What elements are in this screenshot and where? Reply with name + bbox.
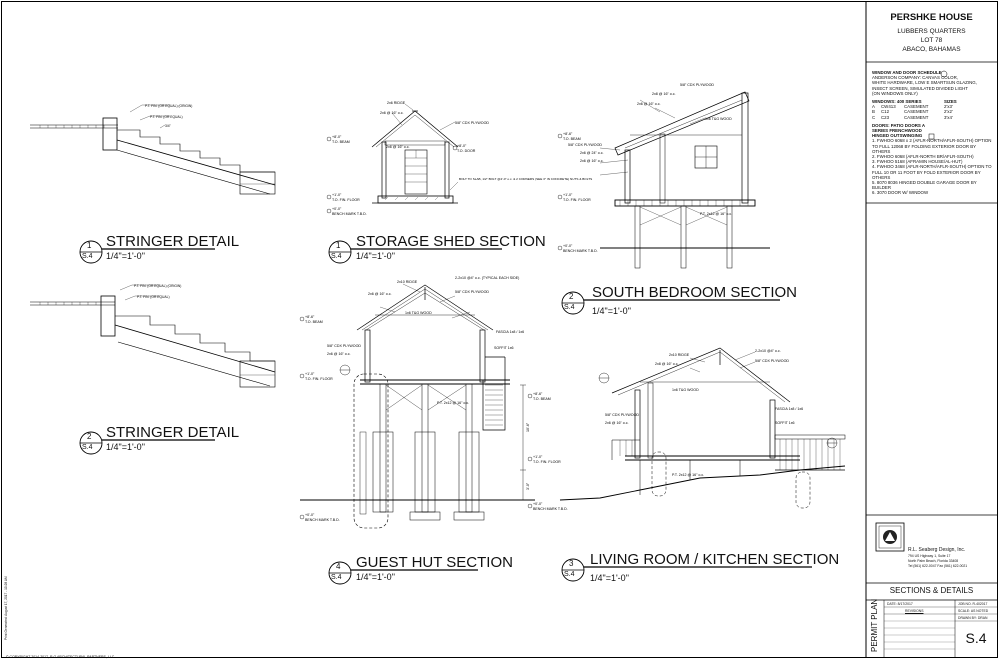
svg-text:BENCH MARK T.B.D.: BENCH MARK T.B.D. [305,518,340,522]
schedule-note-4: (ON WINDOWS ONLY) [872,90,918,96]
stringer-detail-2-drawing [30,285,275,387]
svg-text:5/8" CDX PLYWOOD: 5/8" CDX PLYWOOD [455,290,489,294]
schedule-note-3: INSECT SCREEN, SIMULATED DIVIDED LIGHT [872,85,968,91]
shed-ridge-label: 2x6 RIDGE [387,101,406,105]
svg-text:5/8" CDX PLYWOOD: 5/8" CDX PLYWOOD [568,143,602,147]
date-label: DATE: 8/17/2017 [887,602,913,606]
print-stamp: Print Generated: August 17, 2017 - 10:28 AM [4,576,8,640]
doors-heading: DOORS: PATIO DOORS A SERIES FRENCHWOOD HINGED OUTSWINGING [872,122,925,139]
svg-text:1x6 T&G WOOD: 1x6 T&G WOOD [705,117,732,121]
svg-text:T.O. BEAM: T.O. BEAM [305,320,323,324]
firm-address-1: 794 US Highway 1, Suite 17 [908,554,951,558]
svg-text:+1'-0": +1'-0" [305,372,315,376]
svg-text:+8'-6": +8'-6" [563,132,573,136]
shed-bolt-label: BOLT TO SLAB, 1/2" BOLT @4'-0" o.c. & 2 CORNERS (SEE 3" IN CONCRETE) NUTS & BOLTS [459,177,593,181]
door-item-2: 2. FWHOO 6068 (AFLR-NORTH BR/AFLR-SOUTH) [872,153,974,159]
sizes-heading: SIZES [944,99,957,105]
svg-text:+0'-0": +0'-0" [305,513,315,517]
svg-text:+8'-6": +8'-6" [305,315,315,319]
svg-text:+8'-0": +8'-0" [332,135,342,139]
svg-text:1x6 T&G WOOD: 1x6 T&G WOOD [405,311,432,315]
detail-stringer1-title: STRINGER DETAIL [106,233,240,250]
svg-text:T.O. BEAM: T.O. BEAM [563,137,581,141]
svg-text:T.O. DOOR: T.O. DOOR [457,149,476,153]
shed-wall-label: 2x6 @ 16" o.c. [386,145,410,149]
schedule-heading: WINDOW AND DOOR SCHEDULE [872,70,942,75]
detail-shed-number: 1 [336,241,341,250]
detail-stringer1-sheet: S.4 [82,253,93,260]
project-location-1: LUBBERS QUARTERS [897,28,966,35]
door-item-3: 3. FWHOO 5168 (AFRAMIN HOUSE/AL-HUT) [872,159,963,165]
firm-name: R.L. Seaberg Design, Inc. [908,547,966,553]
shed-rafter-label: 2x6 @ 16" o.c. [380,111,404,115]
svg-text:2x6 @ 16" o.c.: 2x6 @ 16" o.c. [327,352,351,356]
detail-living-number: 3 [569,559,574,568]
svg-text:+1'-0": +1'-0" [533,455,543,459]
job-number: JOB NO. R-402017 [958,602,988,606]
detail-stringer2-sheet: S.4 [82,444,93,451]
south-bedroom-notes [568,83,732,216]
door-item-1: 1. FWHOO 6068 x 2 (AFLR-NORTH/AFLR-SOUTH) OPTION TO FULL 12068 BY FOLDING EXTERIOR DOOR BY OTHERS [872,138,992,154]
svg-text:2x6 @ 16" o.c.: 2x6 @ 16" o.c. [637,102,661,106]
detail-stringer2-title: STRINGER DETAIL [106,424,240,441]
svg-text:1x6 T&G WOOD: 1x6 T&G WOOD [672,388,699,392]
guest-dim-2: 3'-0" [526,482,530,490]
detail-living-scale: 1/4"=1'-0" [590,573,629,583]
svg-text:+0'-0": +0'-0" [332,207,342,211]
svg-text:2-2x10 @4" o.c. (TYPICAL EACH: 2-2x10 @4" o.c. (TYPICAL EACH SIDE) [455,276,520,280]
svg-text:2x8 @ 16" o.c.: 2x8 @ 16" o.c. [652,92,676,96]
project-location-2: LOT 78 [920,37,943,44]
firm-address-2: North Palm Beach, Florida 33408 [908,559,959,563]
svg-text:BENCH MARK T.B.D.: BENCH MARK T.B.D. [332,212,367,216]
windows-heading: WINDOWS: 400 SERIES [872,99,922,105]
detail-living-sheet: S.4 [564,571,575,578]
svg-text:+0'-0": +0'-0" [563,244,573,248]
svg-text:T.O. FIN. FLOOR: T.O. FIN. FLOOR [533,460,561,464]
svg-text:T.O. FIN. FLOOR: T.O. FIN. FLOOR [563,198,591,202]
door-item-4: 4. FWHOO 3468 (AFLR-NORTH/AFLR-SOUTH) OPTION TO FULL 10 OR 11 FOOT BY FOLD EXTERIOR DOOR BY OTHERS [872,164,992,180]
scale-label: SCALE: AS NOTED [958,609,989,613]
svg-text:BENCH MARK T.B.D.: BENCH MARK T.B.D. [563,249,598,253]
window-row-b: B C12 CASEMENT 2'x2' [872,109,953,115]
project-location-3: ABACO, BAHAMAS [902,46,961,53]
stringer2-note-1: P.T. FIN. (OR EQUAL) (ORIGIN) [134,284,182,288]
detail-guest-sheet: S.4 [331,574,342,581]
detail-living-title: LIVING ROOM / KITCHEN SECTION [590,551,840,568]
window-row-a: A CW413 CASEMENT 2'x3' [872,104,953,110]
detail-shed-title: STORAGE SHED SECTION [356,233,546,250]
stringer2-note-2: P.T. FIN. (OR EQUAL) [137,295,170,299]
door-item-5: 5. 8070 8036 HINGED DOUBLE GARAGE DOOR BY BUILDER [872,180,977,191]
detail-shed-sheet: S.4 [331,253,342,260]
detail-guest-title: GUEST HUT SECTION [356,554,513,571]
storage-shed-drawing [372,104,458,203]
door-item-6: 6. 3070 DOOR W/ WINDOW [872,190,929,196]
svg-text:5/8" CDX PLYWOOD: 5/8" CDX PLYWOOD [605,413,639,417]
detail-stringer2-scale: 1/4"=1'-0" [106,442,145,452]
schedule-note-2: WHITE HARDWARE, LOW E SMARTSUN GLAZING, [872,80,977,86]
living-room-drawing [560,348,845,508]
project-title: PERSHKE HOUSE [890,12,973,23]
drawn-by-label: DRAWN BY: DRAN [958,616,988,620]
south-bedroom-drawing [600,92,770,268]
svg-text:SOFFIT 1x6: SOFFIT 1x6 [494,346,514,350]
living-levels [533,392,568,511]
svg-text:T.O. FIN. FLOOR: T.O. FIN. FLOOR [332,198,360,202]
svg-text:T.O. BEAM: T.O. BEAM [533,397,551,401]
svg-text:2x10 RIDGE: 2x10 RIDGE [669,353,690,357]
svg-text:2x8 @ 16" o.c.: 2x8 @ 16" o.c. [655,362,679,366]
copyright-note: © COPYRIGHT 2014-2017, R G ARCHITECTURAL PARTNERS, LLC [6,655,115,659]
detail-guest-scale: 1/4"=1'-0" [356,572,395,582]
svg-text:+1'-0": +1'-0" [563,193,573,197]
svg-text:BENCH MARK T.B.D.: BENCH MARK T.B.D. [533,507,568,511]
svg-text:SOFFIT 1x6: SOFFIT 1x6 [775,421,795,425]
firm-address-3: Tel (561) 622-0047 Fax (561) 622-0021 [908,564,968,568]
detail-stringer1-number: 1 [87,241,92,250]
detail-south-number: 2 [569,292,574,301]
svg-text:2x6 @ 16" o.c.: 2x6 @ 16" o.c. [368,292,392,296]
svg-text:5/8" CDX PLYWOOD: 5/8" CDX PLYWOOD [680,83,714,87]
guest-dim-1: 10'-6" [526,422,530,432]
detail-guest-number: 4 [336,562,341,571]
svg-text:2-2x10 @4" o.c.: 2-2x10 @4" o.c. [755,349,781,353]
detail-south-sheet: S.4 [564,304,575,311]
svg-text:P.T. 2x12 @ 16" o.c.: P.T. 2x12 @ 16" o.c. [700,212,733,216]
guest-hut-notes [327,276,524,405]
detail-shed-scale: 1/4"=1'-0" [356,251,395,261]
svg-text:P.T. 2x12 @ 16" o.c.: P.T. 2x12 @ 16" o.c. [672,473,705,477]
sheet-title: SECTIONS & DETAILS [889,586,974,595]
svg-text:2x6 @ 16" o.c.: 2x6 @ 16" o.c. [580,159,604,163]
guest-hut-drawing [300,284,535,528]
svg-text:+8'-6": +8'-6" [533,392,543,396]
detail-south-title: SOUTH BEDROOM SECTION [592,284,798,301]
stringer-note-3: 3/4" [165,124,171,128]
svg-text:FASCIA 1x8 / 1x6: FASCIA 1x8 / 1x6 [775,407,804,411]
svg-text:+0'-0": +0'-0" [533,502,543,506]
svg-text:+8'-0": +8'-0" [457,144,467,148]
stringer-note-2: P.T. FIN. (OR EQUAL) [150,115,183,119]
svg-text:2x10 RIDGE: 2x10 RIDGE [397,280,418,284]
svg-text:FASCIA 1x8 / 1x6: FASCIA 1x8 / 1x6 [496,330,525,334]
detail-south-scale: 1/4"=1'-0" [592,306,631,316]
svg-text:5/8" CDX PLYWOOD: 5/8" CDX PLYWOOD [755,359,789,363]
detail-stringer1-scale: 1/4"=1'-0" [106,251,145,261]
stringer-note-1: P.T. FIN. (OR EQUAL) (ORIGIN) [145,104,193,108]
svg-text:P.T. 2x12 @ 16" o.c.: P.T. 2x12 @ 16" o.c. [437,401,470,405]
firm-logo [876,523,904,551]
svg-text:2x6 @ 24" o.c.: 2x6 @ 24" o.c. [580,151,604,155]
schedule-note-1: ANDERSON COMPANY: CANVAS COLOR, [872,75,958,81]
sheet-number: S.4 [965,630,987,646]
permit-plan-label: PERMIT PLAN [870,598,879,652]
svg-text:+1'-0": +1'-0" [332,193,342,197]
revisions-label: REVISIONS [905,609,924,613]
svg-text:T.O. BEAM: T.O. BEAM [332,140,350,144]
window-row-c: C C23 CASEMENT 3'x4' [872,114,953,120]
svg-text:5/8" CDX PLYWOOD: 5/8" CDX PLYWOOD [327,344,361,348]
detail-stringer2-number: 2 [87,432,92,441]
window-door-schedule [872,70,994,196]
svg-text:T.O. FIN. FLOOR: T.O. FIN. FLOOR [305,377,333,381]
svg-text:2x6 @ 16" o.c.: 2x6 @ 16" o.c. [605,421,629,425]
shed-plywood-label: 5/8" CDX PLYWOOD [455,121,489,125]
